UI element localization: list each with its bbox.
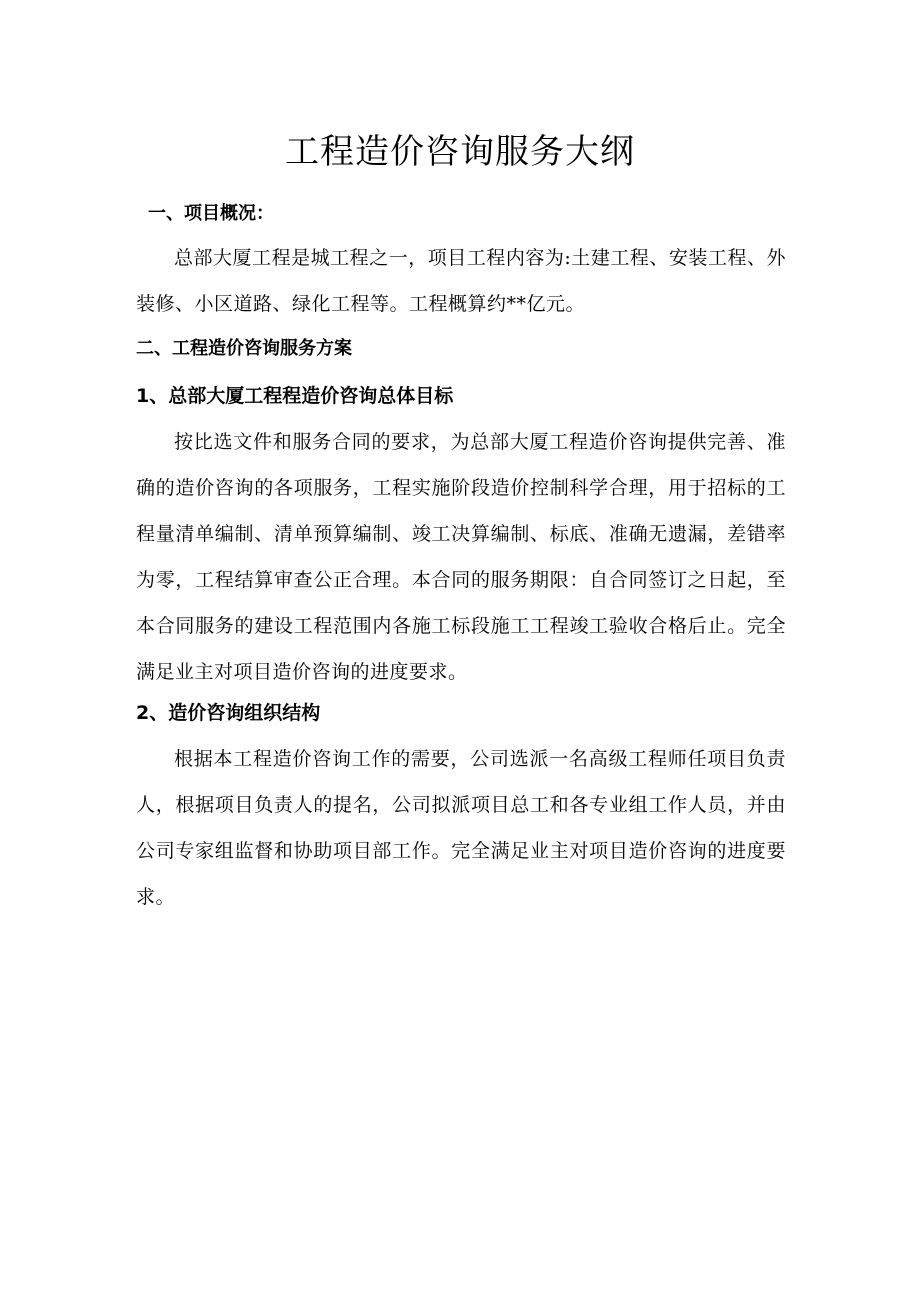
section-heading-project-overview: 一、项目概况： bbox=[148, 203, 274, 224]
section-heading-overall-goal: 1、总部大厦工程程造价咨询总体目标 bbox=[136, 385, 454, 407]
paragraph-overall-goal: 按比选文件和服务合同的要求，为总部大厦工程造价咨询提供完善、准确的造价咨询的各项服务，工程实施阶段造价控制科学合理，用于招标的工程量清单编制、清单预算编制、竣工决算编制、标底、准确无遗漏，差错率为零，工程结算审查公正合理。本合同的服务期限：自合同签订之日起，至本合同服务的建设工程范围内各施工标段施工工程竣工验收合格后止。完全满足业主对项目造价咨询的进度要求。 bbox=[136, 431, 786, 683]
document-title: 工程造价咨询服务大纲 bbox=[285, 132, 635, 172]
paragraph-project-overview: 总部大厦工程是城工程之一，项目工程内容为:土建工程、安装工程、外装修、小区道路、绿化工程等。工程概算约**亿元。 bbox=[136, 247, 786, 315]
section-heading-organization: 2、造价咨询组织结构 bbox=[136, 702, 321, 724]
paragraph-organization: 根据本工程造价咨询工作的需要，公司选派一名高级工程师任项目负责人，根据项目负责人的提名，公司拟派项目总工和各专业组工作人员，并由公司专家组监督和协助项目部工作。完全满足业主对项目造价咨询的进度要求。 bbox=[136, 748, 786, 908]
section-heading-service-plan: 二、工程造价咨询服务方案 bbox=[136, 338, 352, 359]
